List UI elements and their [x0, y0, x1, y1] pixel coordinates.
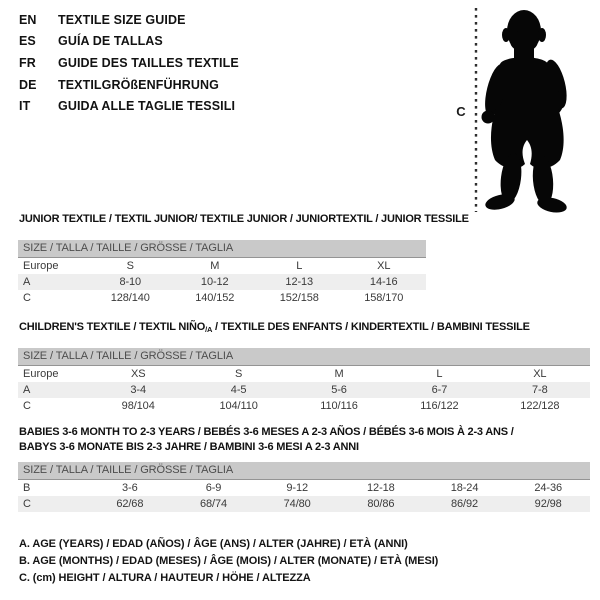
language-title: GUIDE DES TAILLES TEXTILE [58, 55, 239, 70]
table-title [18, 425, 590, 454]
row-label: C [23, 292, 31, 304]
row-label: C [23, 498, 31, 510]
size-cell: M [210, 260, 220, 272]
age-cell: 7-8 [532, 384, 548, 396]
table-row-height [18, 496, 590, 512]
row-label: C [23, 400, 31, 412]
language-title-list [19, 9, 239, 117]
language-row-it [19, 95, 239, 117]
size-cell: L [436, 368, 443, 380]
height-cell: 74/80 [283, 498, 311, 510]
junior-textile-table [18, 213, 469, 306]
size-cell: S [234, 368, 243, 380]
baby-height-figure [440, 0, 600, 220]
table-row-europe [18, 258, 426, 274]
language-row-en [19, 9, 239, 31]
height-cell: 92/98 [534, 498, 562, 510]
age-cell: 10-12 [200, 276, 229, 288]
size-cell: L [296, 260, 303, 272]
language-row-fr [19, 52, 239, 74]
table-title-subscript: /A [205, 325, 213, 334]
language-code: ES [19, 34, 36, 49]
height-cell: 152/158 [279, 292, 319, 304]
language-code: DE [19, 77, 37, 92]
table-title-part: / TEXTILE DES ENFANTS / KINDERTEXTIL / BAMBINI TESSILE [212, 321, 530, 333]
table-title: JUNIOR TEXTILE / TEXTIL JUNIOR/ TEXTILE JUNIOR / JUNIORTEXTIL / JUNIOR TESSILE [19, 213, 469, 225]
table-row-height [18, 398, 590, 414]
age-cell: 4-5 [230, 384, 247, 396]
age-cell: 3-6 [122, 482, 138, 494]
table-row-height [18, 290, 426, 306]
babies-textile-table [18, 425, 590, 512]
table-title-line: BABIES 3-6 MONTH TO 2-3 YEARS / BEBÉS 3-6 MESES A 2-3 AÑOS / BÉBÉS 3-6 MOIS À 2-3 ANS / [19, 426, 514, 438]
age-cell: 6-9 [205, 482, 222, 494]
footnote-legend [19, 536, 438, 588]
language-code: EN [19, 12, 37, 27]
age-cell: 24-36 [534, 482, 563, 494]
size-header-bar: SIZE / TALLA / TAILLE / GRÖSSE / TAGLIA [18, 348, 590, 366]
age-cell: 5-6 [331, 384, 347, 396]
height-cell: 128/140 [110, 292, 150, 304]
size-cell: XL [377, 260, 391, 272]
table-row-europe [18, 366, 590, 382]
age-cell: 14-16 [369, 276, 398, 288]
height-cell: 140/152 [195, 292, 235, 304]
language-code: FR [19, 55, 36, 70]
age-cell: 18-24 [450, 482, 479, 494]
age-cell: 3-4 [130, 384, 146, 396]
height-cell: 80/86 [367, 498, 395, 510]
language-title: TEXTILE SIZE GUIDE [58, 12, 186, 27]
age-cell: 9-12 [286, 482, 308, 494]
language-row-de [19, 74, 239, 96]
height-cell: 104/110 [219, 400, 258, 412]
size-cell: M [334, 368, 344, 380]
language-code: IT [19, 99, 31, 114]
footnote-c: C. (cm) HEIGHT / ALTURA / HAUTEUR / HÖHE / ALTEZZA [19, 572, 311, 585]
height-cell: 116/122 [420, 400, 459, 412]
baby-silhouette-shape [481, 10, 571, 215]
height-cell: 86/92 [451, 498, 479, 510]
table-row-age [18, 382, 590, 398]
row-label: Europe [23, 368, 59, 380]
age-cell: 6-7 [431, 384, 448, 396]
footnote-b: B. AGE (MONTHS) / EDAD (MESES) / ÂGE (MOIS) / ALTER (MONATE) / ETÀ (MESI) [19, 555, 439, 568]
row-label: B [23, 482, 31, 494]
size-cell: XL [533, 368, 547, 380]
language-title: GUÍA DE TALLAS [58, 34, 163, 49]
size-header-bar: SIZE / TALLA / TAILLE / GRÖSSE / TAGLIA [18, 462, 590, 480]
age-cell: 8-10 [119, 276, 142, 288]
footnote-a: A. AGE (YEARS) / EDAD (AÑOS) / ÂGE (ANS) / ALTER (JAHRE) / ETÀ (ANNI) [19, 538, 408, 550]
row-label: Europe [23, 260, 59, 272]
table-title-line: BABYS 3-6 MONATE BIS 2-3 JAHRE / BAMBINI 3-6 MESI A 2-3 ANNI [19, 440, 359, 453]
size-cell: XS [130, 368, 146, 380]
table-row-age-months [18, 480, 590, 496]
table-row-age [18, 274, 426, 290]
height-cell: 122/128 [520, 400, 560, 412]
row-label: A [23, 384, 31, 396]
language-title: GUIDA ALLE TAGLIE TESSILI [58, 99, 236, 114]
height-cell: 98/104 [121, 400, 155, 412]
age-cell: 12-13 [285, 276, 314, 288]
height-measure-label: C [456, 104, 466, 119]
size-header-bar: SIZE / TALLA / TAILLE / GRÖSSE / TAGLIA [18, 240, 426, 258]
language-row-es [19, 31, 239, 53]
table-title-part: CHILDREN'S TEXTILE / TEXTIL NIÑO [19, 321, 206, 333]
height-cell: 110/116 [320, 400, 358, 412]
size-cell: S [126, 260, 134, 272]
height-cell: 68/74 [199, 498, 228, 510]
table-title [18, 321, 590, 336]
age-cell: 12-18 [367, 482, 395, 494]
children-textile-table [18, 321, 590, 414]
row-label: A [23, 276, 31, 288]
language-title: TEXTILGRÖßENFÜHRUNG [58, 77, 219, 92]
height-cell: 158/170 [364, 292, 404, 304]
height-cell: 62/68 [116, 498, 144, 510]
